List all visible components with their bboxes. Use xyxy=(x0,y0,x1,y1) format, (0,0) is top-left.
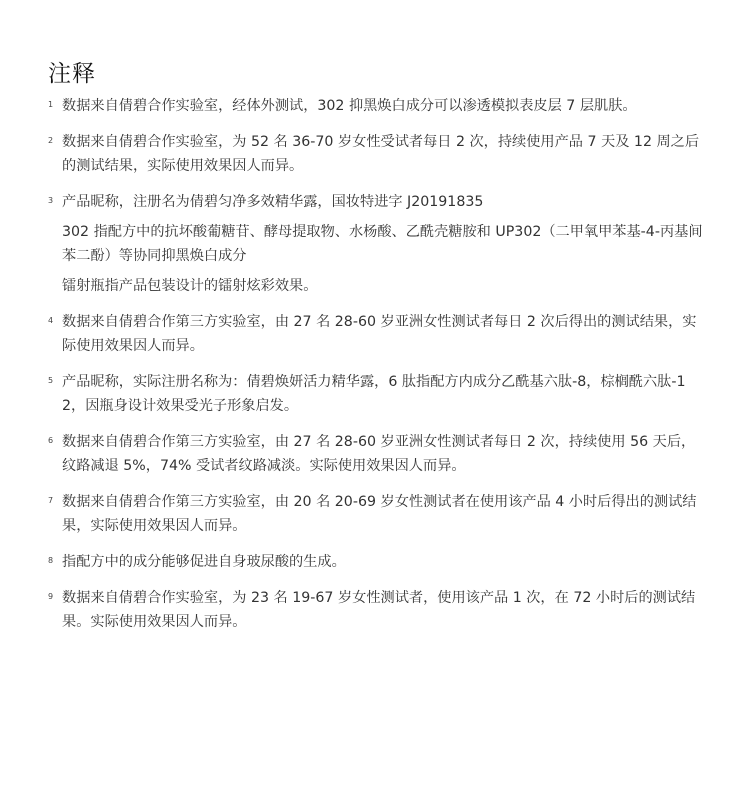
note-number: 5 xyxy=(48,376,54,385)
note-item xyxy=(48,550,708,574)
note-number: 7 xyxy=(48,496,54,505)
note-text: 产品昵称，实际注册名称为：倩碧焕妍活力精华露，6 肽指配方内成分乙酰基六肽-8，棕榈酰六肽-12，因瓶身设计效果受光子形象启发。 xyxy=(62,374,686,414)
note-text: 302 指配方中的抗坏酸葡糖苷、酵母提取物、水杨酸、乙酰壳糖胺和 UP302（二甲氧甲苯基-4-丙基间苯二酚）等协同抑黑焕白成分 xyxy=(62,224,703,264)
note-text: 数据来自倩碧合作第三方实验室，由 20 名 20-69 岁女性测试者在使用该产品 4 小时后得出的测试结果，实际使用效果因人而异。 xyxy=(62,494,697,534)
note-text: 数据来自倩碧合作第三方实验室，由 27 名 28-60 岁亚洲女性测试者每日 2 次后得出的测试结果，实际使用效果因人而异。 xyxy=(62,314,697,354)
note-item xyxy=(48,586,708,634)
note-number: 6 xyxy=(48,436,54,445)
note-number: 1 xyxy=(48,100,54,109)
note-text: 指配方中的成分能够促进自身玻尿酸的生成。 xyxy=(62,554,346,570)
note-number: 4 xyxy=(48,316,54,325)
page-title: 注释 xyxy=(48,61,96,88)
note-item xyxy=(48,190,708,298)
note-item xyxy=(48,310,708,358)
note-text: 产品昵称，注册名为倩碧匀净多效精华露，国妆特进字 J20191835 xyxy=(62,194,484,210)
note-text: 数据来自倩碧合作实验室，经体外测试，302 抑黑焕白成分可以渗透模拟表皮层 7 层肌肤。 xyxy=(62,98,637,114)
note-number: 2 xyxy=(48,136,54,145)
note-number: 8 xyxy=(48,556,54,565)
notes-list xyxy=(48,94,708,646)
note-text: 数据来自倩碧合作第三方实验室，由 27 名 28-60 岁亚洲女性测试者每日 2 次，持续使用 56 天后，纹路减退 5%，74% 受试者纹路减淡。实际使用效果因人而异。 xyxy=(62,434,696,474)
note-number: 3 xyxy=(48,196,54,205)
note-item xyxy=(48,490,708,538)
note-item xyxy=(48,94,708,118)
note-text: 数据来自倩碧合作实验室，为 23 名 19-67 岁女性测试者，使用该产品 1 次，在 72 小时后的测试结果。实际使用效果因人而异。 xyxy=(62,590,696,630)
note-text: 数据来自倩碧合作实验室，为 52 名 36-70 岁女性受试者每日 2 次，持续使用产品 7 天及 12 周之后的测试结果，实际使用效果因人而异。 xyxy=(62,134,700,174)
note-item xyxy=(48,130,708,178)
note-text: 镭射瓶指产品包装设计的镭射炫彩效果。 xyxy=(62,278,318,294)
note-item xyxy=(48,370,708,418)
note-item xyxy=(48,430,708,478)
note-number: 9 xyxy=(48,592,54,601)
